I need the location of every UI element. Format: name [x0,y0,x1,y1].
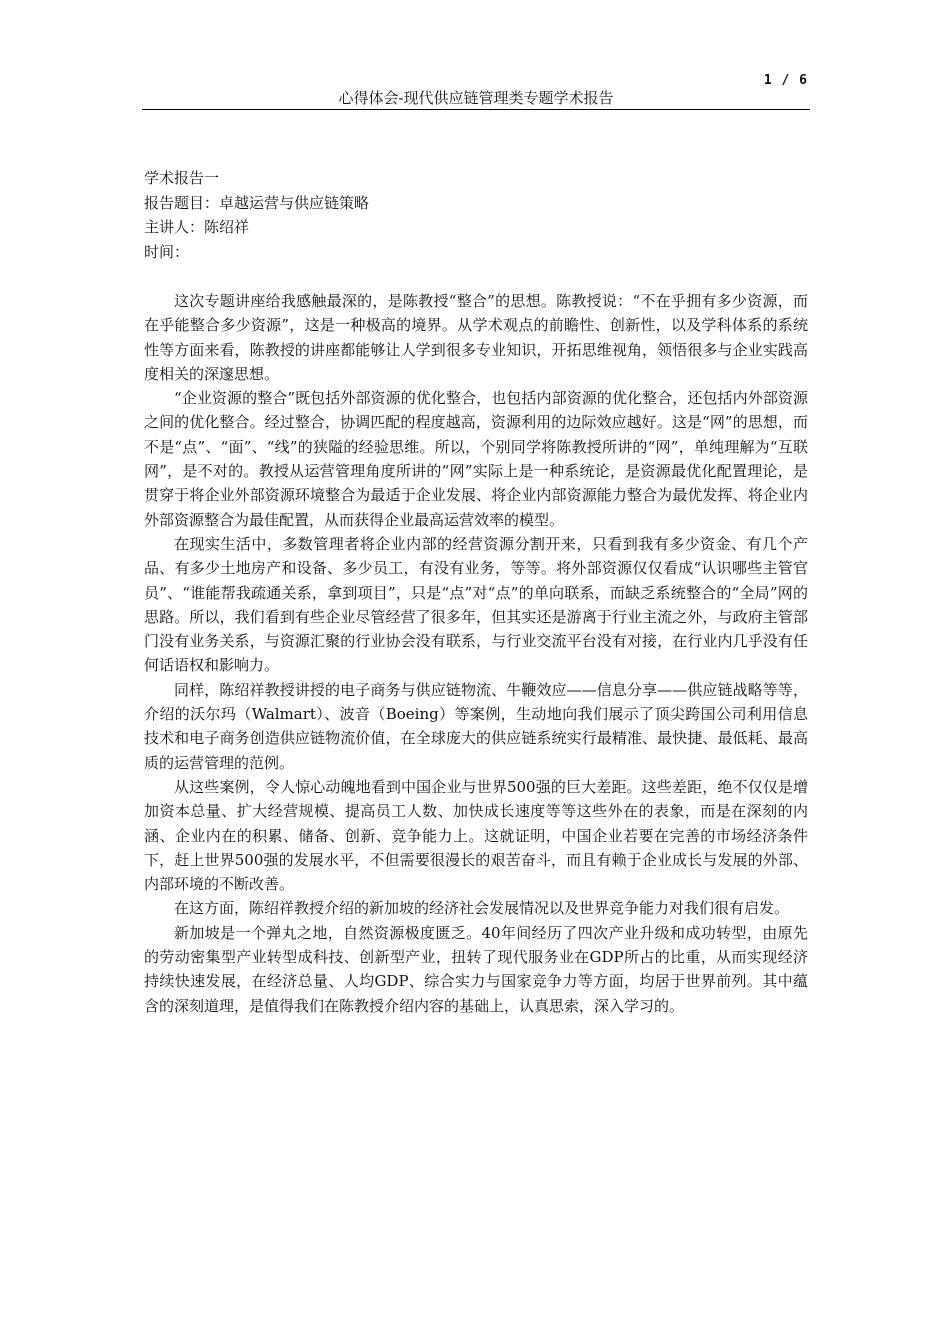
paragraph: 在现实生活中，多数管理者将企业内部的经营资源分割开来，只看到我有多少资金、有几个产品、有多少土地房产和设备、多少员工，有没有业务，等等。将外部资源仅仅看成“认识哪些主管官员”、“谁能帮我疏通关系，拿到项目”，只是“点”对“点”的单向联系，而缺乏系统整合的“全局”网的思路。所以，我们看到有些企业尽管经营了很多年，但其实还是游离于行业主流之外，与政府主管部门没有业务关系，与资源汇聚的行业协会没有联系，与行业交流平台没有对接，在行业内几乎没有任何话语权和影响力。 [144,534,808,675]
paragraph: “企业资源的整合”既包括外部资源的优化整合，也包括内部资源的优化整合，还包括内外部资源之间的优化整合。经过整合，协调匹配的程度越高，资源利用的边际效应越好。这是“网”的思想，而不是“点”、“面”、“线”的狭隘的经验思维。所以，个别同学将陈教授所讲的“网”，单纯理解为“互联网”，是不对的。教授从运营管理角度所讲的“网”实际上是一种系统论，是资源最优化配置理论，是贯穿于将企业外部资源环境整合为最适于企业发展、将企业内部资源能力整合为最优发挥、将企业内外部资源整合为最佳配置，从而获得企业最高运营效率的模型。 [144,389,808,529]
report-time: 时间： [144,242,190,261]
header-rule [142,109,810,110]
page-number: 1 / 6 [763,73,808,88]
paragraph: 从这些案例，令人惊心动魄地看到中国企业与世界500强的巨大差距。这些差距，绝不仅仅是增加资本总量、扩大经营规模、提高员工人数、加快成长速度等等这些外在的表象，而是在深刻的内涵、企业内在的积累、储备、创新、竞争能力上。这就证明，中国企业若要在完善的市场经济条件下，赶上世界500强的发展水平，不但需要很漫长的艰苦奋斗，而且有赖于企业成长与发展的外部、内部环境的不断改善。 [144,777,808,894]
paragraph: 这次专题讲座给我感触最深的，是陈教授“整合”的思想。陈教授说：“不在乎拥有多少资源，而在乎能整合多少资源”，这是一种极高的境界。从学术观点的前瞻性、创新性，以及学科体系的系统性等方面来看，陈教授的讲座都能够让人学到很多专业知识，开拓思维视角，领悟很多与企业实践高度相关的深邃思想。 [144,292,808,383]
report-body [144,289,808,1018]
report-meta [144,166,808,264]
paragraph: 在这方面，陈绍祥教授介绍的新加坡的经济社会发展情况以及世界竞争能力对我们很有启发。 [174,899,790,918]
report-label: 学术报告一 [144,169,220,187]
paragraph: 新加坡是一个弹丸之地，自然资源极度匮乏。40年间经历了四次产业升级和成功转型，由原先的劳动密集型产业转型成科技、创新型产业，扭转了现代服务业在GDP所占的比重，从而实现经济持续快速发展，在经济总量、人均GDP、综合实力与国家竞争力等方面，均居于世界前列。其中蕴含的深刻道理，是值得我们在陈教授介绍内容的基础上，认真思索，深入学习的。 [144,923,808,1015]
report-speaker: 主讲人：陈绍祥 [144,218,250,236]
report-topic: 报告题目：卓越运营与供应链策略 [144,193,370,212]
paragraph: 同样，陈绍祥教授讲授的电子商务与供应链物流、牛鞭效应——信息分享——供应链战略等等，介绍的沃尔玛（Walmart）、波音（Boeing）等案例，生动地向我们展示了顶尖跨国公司利用信息技术和电子商务创造供应链物流价值，在全球庞大的供应链系统实行最精准、最快捷、最低耗、最高质的运营管理的范例。 [144,680,808,772]
running-header: 心得体会-现代供应链管理类专题学术报告 [338,89,614,107]
